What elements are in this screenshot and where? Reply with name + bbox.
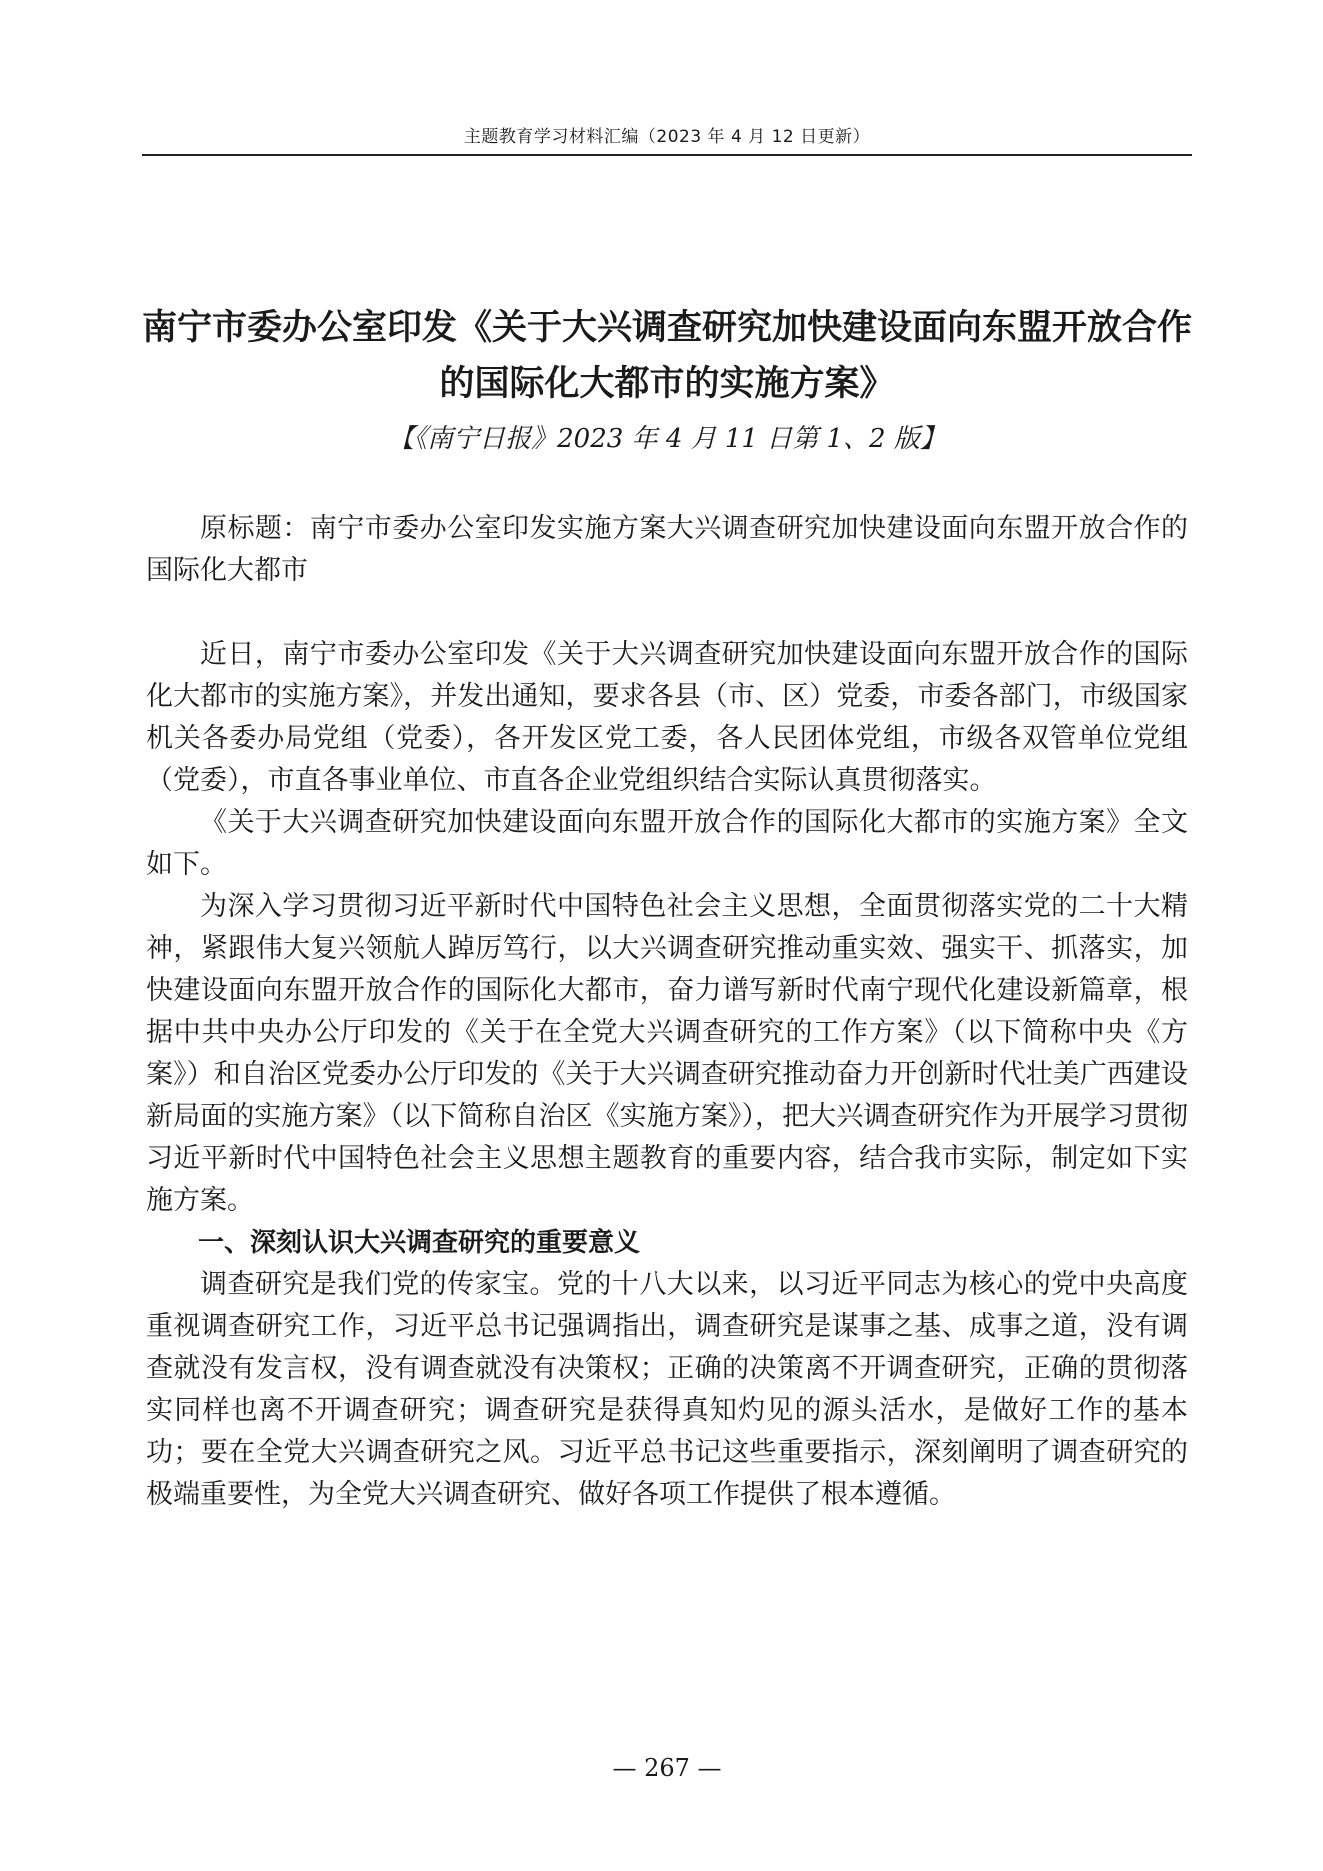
- article-body: [146, 508, 1188, 1516]
- section-heading: 一、深刻认识大兴调查研究的重要意义: [198, 1228, 641, 1258]
- body-paragraph: 近日，南宁市委办公室印发《关于大兴调查研究加快建设面向东盟开放合作的国际化大都市的实施方案》，并发出通知，要求各县（市、区）党委，市委各部门，市级国家机关各委办局党组（党委），各开发区党工委，各人民团体党组，市级各双管单位党组（党委），市直各事业单位、市直各企业党组织结合实际认真贯彻落实。: [146, 639, 1188, 796]
- body-paragraph: 调查研究是我们党的传家宝。党的十八大以来，以习近平同志为核心的党中央高度重视调查研究工作，习近平总书记强调指出，调查研究是谋事之基、成事之道，没有调查就没有发言权，没有调查就没有决策权；正确的决策离不开调查研究，正确的贯彻落实同样也离不开调查研究；调查研究是获得真知灼见的源头活水，是做好工作的基本功；要在全党大兴调查研究之风。习近平总书记这些重要指示，深刻阐明了调查研究的极端重要性，为全党大兴调查研究、做好各项工作提供了根本遵循。: [146, 1269, 1188, 1510]
- article-title: 南宁市委办公室印发《关于大兴调查研究加快建设面向东盟开放合作的国际化大都市的实施方案》: [142, 307, 1193, 404]
- body-paragraph: 《关于大兴调查研究加快建设面向东盟开放合作的国际化大都市的实施方案》全文如下。: [146, 807, 1188, 880]
- original-title: 原标题：南宁市委办公室印发实施方案大兴调查研究加快建设面向东盟开放合作的国际化大都市: [146, 513, 1188, 586]
- header-divider: [142, 154, 1192, 156]
- running-header: 主题教育学习材料汇编（2023 年 4 月 12 日更新）: [463, 127, 871, 147]
- body-paragraph: 为深入学习贯彻习近平新时代中国特色社会主义思想，全面贯彻落实党的二十大精神，紧跟伟大复兴领航人踔厉笃行，以大兴调查研究推动重实效、强实干、抓落实，加快建设面向东盟开放合作的国际化大都市，奋力谱写新时代南宁现代化建设新篇章，根据中共中央办公厅印发的《关于在全党大兴调查研究的工作方案》（以下简称中央《方案》）和自治区党委办公厅印发的《关于大兴调查研究推动奋力开创新时代壮美广西建设新局面的实施方案》（以下简称自治区《实施方案》），把大兴调查研究作为开展学习贯彻习近平新时代中国特色社会主义思想主题教育的重要内容，结合我市实际，制定如下实施方案。: [146, 891, 1188, 1216]
- article-source: 【《南宁日报》2023 年 4 月 11 日第 1、2 版】: [388, 424, 946, 454]
- page-number: — 267 —: [612, 1754, 722, 1782]
